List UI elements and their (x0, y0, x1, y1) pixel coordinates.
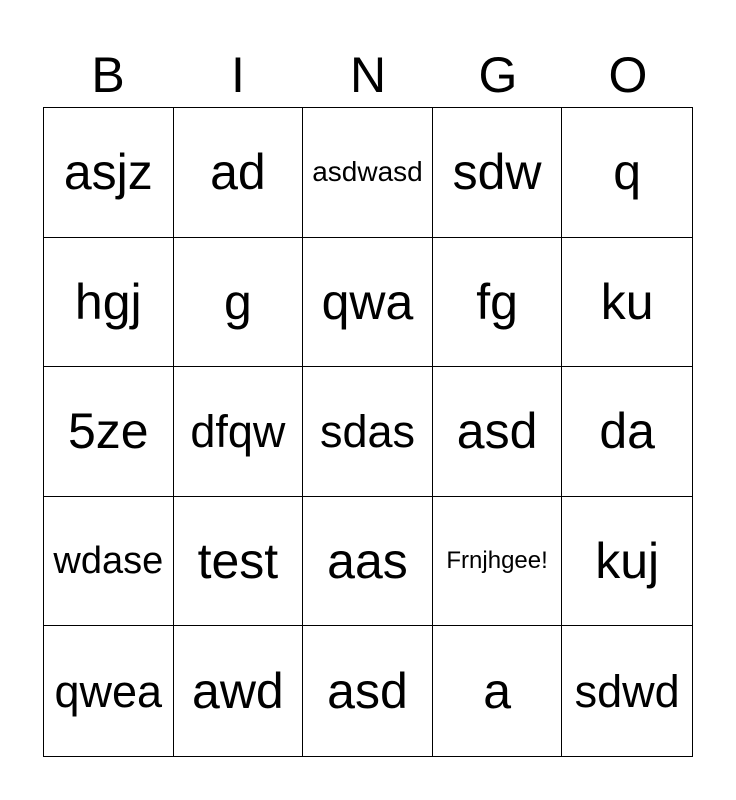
header-letter-b: B (91, 47, 125, 103)
header-letter-o: O (608, 47, 648, 103)
bingo-cell-r3-c1[interactable]: 5ze (44, 367, 174, 497)
bingo-cell-r5-c1[interactable]: qwea (44, 626, 174, 756)
bingo-cell-r2-c2[interactable]: g (174, 238, 304, 368)
bingo-cell-r2-c1[interactable]: hgj (44, 238, 174, 368)
bingo-cell-r3-c4[interactable]: asd (433, 367, 563, 497)
bingo-cell-r5-c2[interactable]: awd (174, 626, 304, 756)
bingo-cell-r1-c2[interactable]: ad (174, 108, 304, 238)
bingo-cell-r2-c3[interactable]: qwa (303, 238, 433, 368)
bingo-cell-r5-c3[interactable]: asd (303, 626, 433, 756)
bingo-cell-r1-c5[interactable]: q (562, 108, 692, 238)
bingo-cell-r4-c4[interactable]: Frnjhgee! (433, 497, 563, 627)
bingo-cell-r3-c3[interactable]: sdas (303, 367, 433, 497)
bingo-cell-r4-c3[interactable]: aas (303, 497, 433, 627)
bingo-cell-r1-c4[interactable]: sdw (433, 108, 563, 238)
bingo-cell-r1-c1[interactable]: asjz (44, 108, 174, 238)
header-letter-i: I (231, 47, 245, 103)
bingo-cell-r4-c5[interactable]: kuj (562, 497, 692, 627)
bingo-cell-r5-c4[interactable]: a (433, 626, 563, 756)
bingo-cell-r5-c5[interactable]: sdwd (574, 665, 680, 717)
bingo-cell-r2-c5[interactable]: ku (562, 238, 692, 368)
bingo-cell-r4-c1[interactable]: wdase (44, 497, 174, 627)
bingo-header (43, 44, 693, 106)
bingo-cell-r3-c5[interactable]: da (562, 367, 692, 497)
bingo-cell-r3-c2[interactable]: dfqw (174, 367, 304, 497)
header-letter-n: N (349, 47, 387, 103)
header-letter-g: G (478, 47, 518, 103)
bingo-board (43, 107, 693, 757)
bingo-cell-r2-c4[interactable]: fg (433, 238, 563, 368)
bingo-cell-r1-c3[interactable]: asdwasd (303, 108, 433, 238)
bingo-cell-r4-c2[interactable]: test (174, 497, 304, 627)
